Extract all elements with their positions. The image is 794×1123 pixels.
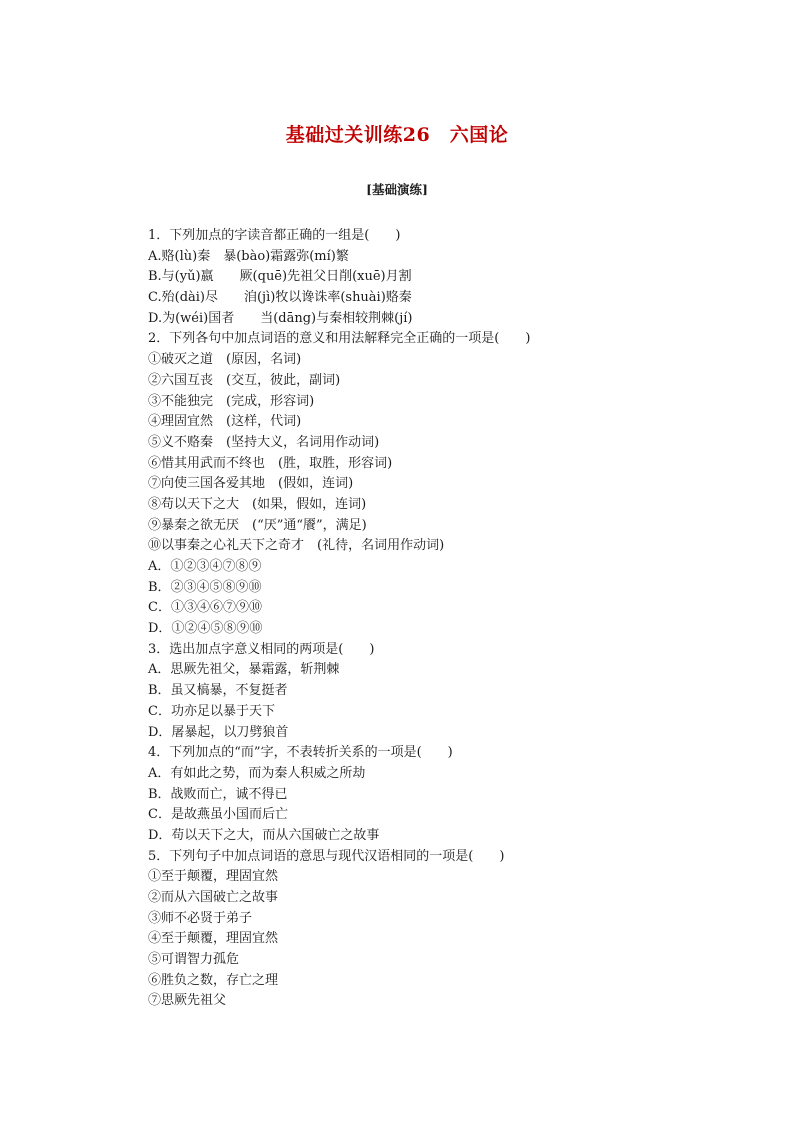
- text-line: ⑨暴秦之欲无厌 (“厌”通“餍”，满足): [148, 517, 367, 533]
- text-line: A．①②③④⑦⑧⑨: [148, 559, 262, 574]
- text-line: 5．下列句子中加点词语的意思与现代汉语相同的一项是( ): [148, 848, 505, 864]
- text-line: ④至于颠覆，理固宜然: [148, 931, 279, 947]
- text-line: D．屠暴起，以刀劈狼首: [148, 724, 289, 740]
- text-line: B．战败而亡，诚不得已: [148, 786, 288, 802]
- text-line: A．思厥先祖父，暴霜露，斩荆棘: [148, 662, 340, 678]
- text-line: A.赂(lù)秦 暴(bào)霜露弥(mí)繁: [148, 248, 349, 264]
- text-line: ⑧苟以天下之大 (如果，假如，连词): [148, 496, 367, 512]
- text-line: D．①②④⑤⑧⑨⑩: [148, 621, 263, 637]
- text-line: B．②③④⑤⑧⑨⑩: [148, 579, 262, 595]
- text-line: ⑩以事秦之心礼天下之奇才 (礼待，名词用作动词): [148, 538, 445, 554]
- text-line: B.与(yǔ)嬴 厥(quē)先祖父日削(xuē)月割: [148, 269, 412, 285]
- text-line: 2．下列各句中加点词语的意义和用法解释完全正确的一项是( ): [148, 331, 531, 347]
- text-line: C．①③④⑥⑦⑨⑩: [148, 600, 262, 616]
- text-line: ⑤可谓智力孤危: [148, 952, 240, 968]
- text-line: D.为(wéi)国者 当(dāng)与秦相较荆棘(jí): [148, 310, 413, 326]
- text-line: ⑤义不赂秦 (坚持大义，名词用作动词): [148, 434, 380, 450]
- text-line: 1．下列加点的字读音都正确的一组是( ): [148, 228, 401, 243]
- text-line: B．虽又槁暴，不复挺者: [148, 683, 288, 699]
- section-heading: [基础演练]: [366, 182, 428, 197]
- question-body: [148, 226, 708, 1012]
- text-line: 3．选出加点字意义相同的两项是( ): [148, 641, 375, 657]
- text-line: D．苟以天下之大，而从六国破亡之故事: [148, 827, 380, 843]
- text-line: C.殆(dài)尽 洎(jì)牧以谗诛率(shuài)赂秦: [148, 290, 412, 306]
- text-line: ③不能独完 (完成，形容词): [148, 393, 315, 409]
- text-line: ②而从六国破亡之故事: [148, 890, 279, 905]
- text-line: ④理固宜然 (这样，代词): [148, 414, 302, 430]
- text-line: C．是故燕虽小国而后亡: [148, 807, 288, 823]
- text-line: ②六国互丧 (交互，彼此，副词): [148, 372, 341, 388]
- text-line: 4．下列加点的“而”字，不表转折关系的一项是( ): [148, 745, 453, 761]
- text-line: C．功亦足以暴于天下: [148, 703, 275, 719]
- text-line: ①至于颠覆，理固宜然: [148, 869, 279, 885]
- text-line: ⑦向使三国各爱其地 (假如，连词): [148, 476, 354, 492]
- text-line: ⑦思厥先祖父: [148, 993, 227, 1009]
- text-line: ①破灭之道 (原因，名词): [148, 352, 302, 368]
- text-line: ③师不必贤于弟子: [148, 910, 253, 926]
- text-line: ⑥胜负之数，存亡之理: [148, 972, 279, 988]
- document-title: 基础过关训练26 六国论: [285, 124, 509, 146]
- text-line: A．有如此之势，而为秦人积威之所劫: [148, 765, 366, 781]
- text-line: ⑥惜其用武而不终也 (胜，取胜，形容词): [148, 455, 393, 471]
